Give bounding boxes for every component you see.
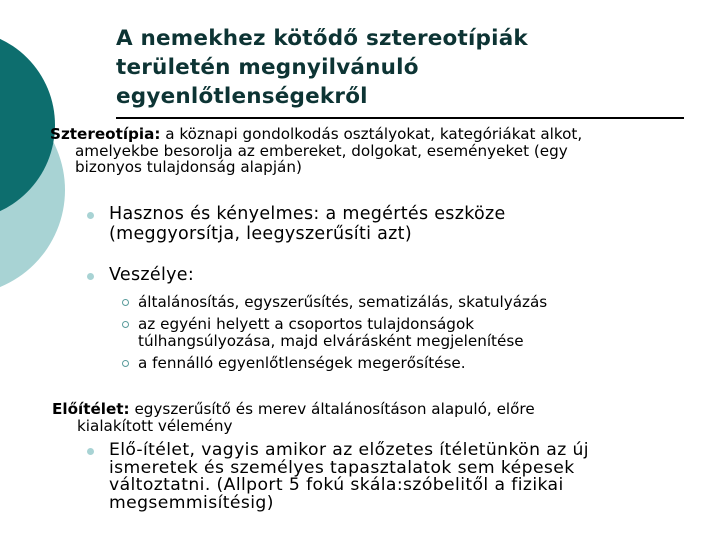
title-line: területén megnyilvánuló — [116, 55, 419, 80]
ring-bullet-icon — [122, 360, 129, 367]
bullet-text: Veszélye: — [109, 265, 195, 285]
sub-bullet-text: túlhangsúlyozása, majd elvárásként megjelenítése — [138, 332, 524, 350]
prejudice-term: Előítélet: — [52, 400, 130, 418]
bullet-dot-icon — [87, 273, 94, 280]
ring-bullet-icon — [122, 321, 129, 328]
bullet-dot-icon — [87, 448, 94, 455]
stereotype-term: Sztereotípia: — [50, 125, 161, 143]
sub-bullet — [122, 294, 547, 311]
definition-text: kialakított vélemény — [77, 416, 233, 435]
title-line: A nemekhez kötődő sztereotípiák — [116, 26, 528, 51]
bullet-text: ismeretek és személyes tapasztalatok sem képesek — [109, 457, 575, 478]
definition-text: amelyekbe besorolja az embereket, dolgokat, eseményeket (egy — [75, 141, 568, 160]
bullet-useful — [87, 204, 506, 244]
sub-bullet — [122, 355, 466, 372]
bullet-danger — [87, 265, 194, 285]
definition-text: bizonyos tulajdonság alapján) — [75, 158, 302, 176]
title-underline — [116, 117, 684, 119]
bullet-text: megsemmisítésig) — [109, 492, 274, 513]
title-line: egyenlőtlenségekről — [116, 84, 368, 109]
sub-bullet — [122, 316, 524, 350]
bullet-text: Elő-ítélet, vagyis amikor az előzetes ítéletünkön az új — [109, 440, 589, 460]
definition-text: egyszerűsítő és merev általánosításon alapuló, előre — [129, 400, 535, 418]
definition-text: a köznapi gondolkodás osztályokat, kategóriákat alkot, — [160, 125, 583, 143]
sub-bullet-text: általánosítás, egyszerűsítés, sematizálás, skatulyázás — [138, 293, 548, 311]
stereotype-definition — [50, 126, 710, 176]
ring-bullet-icon — [122, 299, 129, 306]
bullet-prejudice — [87, 442, 589, 512]
bullet-dot-icon — [87, 212, 94, 219]
bullet-text: változtatni. (Allport 5 fokú skála:szóbelitől a fizikai — [109, 475, 564, 495]
sub-bullet-text: a fennálló egyenlőtlenségek megerősítése. — [138, 354, 466, 372]
sub-bullet-text: az egyéni helyett a csoportos tulajdonságok — [138, 315, 475, 333]
prejudice-definition — [52, 401, 692, 434]
bullet-text: (meggyorsítja, leegyszerűsíti azt) — [109, 224, 412, 244]
slide-title — [116, 24, 636, 111]
bullet-text: Hasznos és kényelmes: a megértés eszköze — [109, 204, 506, 224]
